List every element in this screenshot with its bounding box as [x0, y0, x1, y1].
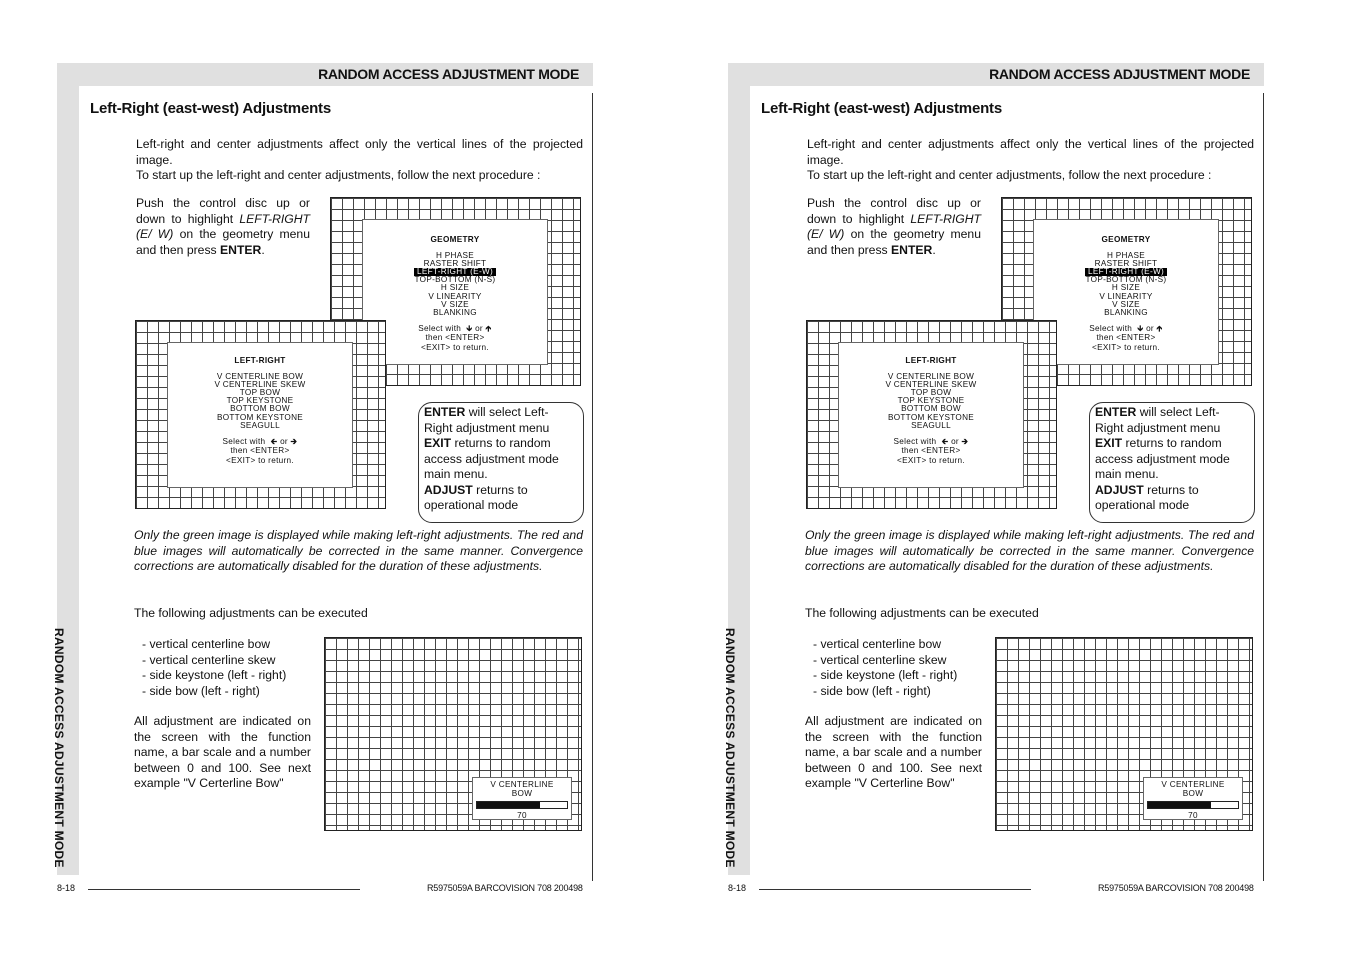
- geometry-menu-item[interactable]: V SIZE: [1112, 299, 1140, 309]
- list-item: - vertical centerline bow: [142, 637, 271, 651]
- or-text: or: [475, 323, 483, 333]
- enter-key-label: ENTER: [1095, 405, 1137, 419]
- enter-key-desc: will select Left-Right adjustment menu: [424, 405, 550, 435]
- adjustment-list: [142, 637, 286, 699]
- list-item: - vertical centerline skew: [813, 652, 947, 667]
- arrow-left-icon: 🡰: [270, 436, 278, 446]
- step-text: .: [261, 242, 265, 257]
- indicated-text: All adjustment are indicated on the screen with the function name, a bar scale and a number between 0 and 100. See next example "V Certerline Bow": [134, 714, 311, 790]
- intro-text: [136, 137, 583, 184]
- geometry-menu-item[interactable]: BLANKING: [433, 307, 477, 317]
- leftright-menu-title: LEFT-RIGHT: [905, 356, 957, 365]
- intro-line-2: To start up the left-right and center adjustments, follow the next procedure :: [136, 168, 541, 182]
- leftright-menu: [838, 342, 1024, 488]
- list-item: - vertical centerline bow: [813, 637, 942, 651]
- leftright-menu-item[interactable]: SEAGULL: [240, 420, 280, 430]
- enter-key-label: ENTER: [424, 405, 466, 419]
- bar-scale: [1147, 801, 1239, 809]
- step-menu-item: LEFT-RIGHT (E/ W): [807, 211, 981, 241]
- exit-key-desc: returns to random access adjustment mode main menu.: [1095, 436, 1230, 481]
- geometry-menu: [362, 219, 548, 365]
- leftright-menu-item[interactable]: TOP BOW: [239, 388, 281, 398]
- intro-line-2: To start up the left-right and center adjustments, follow the next procedure :: [807, 168, 1212, 182]
- leftright-menu-item[interactable]: V CENTERLINE BOW: [887, 372, 975, 382]
- sidebar-title: RANDOM ACCESS ADJUSTMENT MODE: [723, 628, 737, 868]
- arrow-down-icon: 🡳: [466, 323, 473, 333]
- list-item: - side bow (left - right): [142, 683, 260, 698]
- select-with-text: Select with: [893, 436, 937, 446]
- leftright-menu-item[interactable]: TOP BOW: [910, 388, 952, 398]
- page-number: 8-18: [728, 883, 747, 893]
- following-text: The following adjustments can be executed: [805, 606, 1039, 620]
- leftright-menu-item[interactable]: BOTTOM KEYSTONE: [216, 412, 304, 422]
- arrow-down-icon: 🡳: [1137, 323, 1144, 333]
- list-item: - vertical centerline skew: [142, 652, 276, 667]
- page-border-line: [1263, 93, 1264, 881]
- geometry-menu-item[interactable]: V LINEARITY: [1099, 291, 1153, 301]
- geometry-menu-title: GEOMETRY: [430, 235, 480, 244]
- adjust-key-label: ADJUST: [424, 482, 473, 497]
- geometry-menu-item[interactable]: TOP-BOTTOM (N-S): [1085, 275, 1167, 285]
- step-instruction: [807, 196, 981, 258]
- bar-function-name-line2: BOW: [1182, 788, 1204, 798]
- geometry-menu-item[interactable]: V LINEARITY: [428, 291, 482, 301]
- list-item: - side keystone (left - right): [142, 668, 287, 682]
- key-help-callout: [1089, 402, 1255, 523]
- geometry-menu-item[interactable]: H SIZE: [440, 283, 470, 293]
- page-number: 8-18: [57, 883, 76, 893]
- footer-rule: [88, 889, 360, 890]
- bar-scale-fill: [1148, 802, 1211, 808]
- exit-key-label: EXIT: [1095, 436, 1123, 450]
- exit-key-label: EXIT: [424, 436, 452, 450]
- then-enter-text: then <ENTER>: [425, 333, 485, 343]
- step-instruction: [136, 196, 310, 258]
- header-bar: [79, 63, 593, 86]
- step-menu-item: LEFT-RIGHT (E/ W): [136, 211, 310, 241]
- or-text: or: [1146, 323, 1154, 333]
- leftright-menu-item[interactable]: TOP KEYSTONE: [897, 396, 965, 406]
- page-border-line: [592, 93, 593, 881]
- step-key: ENTER: [891, 242, 933, 257]
- document-reference: R5975059A BARCOVISION 708 200498: [1098, 883, 1254, 893]
- step-key: ENTER: [220, 242, 262, 257]
- select-with-text: Select with: [418, 323, 462, 333]
- following-text: The following adjustments can be executed: [134, 606, 368, 620]
- intro-line-1: Left-right and center adjustments affect only the vertical lines of the projected image.: [807, 137, 1254, 167]
- section-heading: Left-Right (east-west) Adjustments: [761, 100, 1002, 117]
- leftright-menu-title: LEFT-RIGHT: [234, 356, 286, 365]
- select-with-text: Select with: [1089, 323, 1133, 333]
- geometry-menu-item[interactable]: TOP-BOTTOM (N-S): [414, 275, 496, 285]
- geometry-menu-item[interactable]: H PHASE: [1106, 251, 1146, 261]
- bar-function-name: V CENTERLINE: [490, 780, 554, 789]
- bar-function-name-line2: BOW: [511, 788, 533, 798]
- leftright-menu-item[interactable]: SEAGULL: [911, 420, 951, 430]
- adjust-key-desc: returns to operational mode: [1095, 482, 1199, 512]
- leftright-menu-item[interactable]: BOTTOM BOW: [901, 404, 961, 414]
- arrow-up-icon: 🡱: [1156, 323, 1163, 333]
- italic-note: Only the green image is displayed while making left-right adjustments. The red and blue images will automatically be corrected in the same manner. Convergence corrections are automatically disabled for the duration of these adjustments.: [134, 528, 583, 573]
- or-text: or: [280, 436, 288, 446]
- geometry-menu-item-selected[interactable]: LEFT-RIGHT (E-W): [414, 268, 496, 276]
- exit-key-desc: returns to random access adjustment mode main menu.: [424, 436, 559, 481]
- arrow-right-icon: 🡲: [961, 436, 969, 446]
- step-text: on the geometry menu and then press: [807, 227, 981, 257]
- leftright-menu-item[interactable]: BOTTOM BOW: [230, 404, 290, 414]
- geometry-menu-item[interactable]: H SIZE: [1111, 283, 1141, 293]
- section-heading: Left-Right (east-west) Adjustments: [90, 100, 331, 117]
- leftright-menu-footer: [168, 437, 352, 466]
- bar-scale-fill: [477, 802, 540, 808]
- bar-function-name: V CENTERLINE: [1161, 780, 1225, 789]
- geometry-menu: [1033, 219, 1219, 365]
- step-text: Push the control disc up or down to highlight: [807, 196, 981, 226]
- exit-return-text: <EXIT> to return.: [1092, 343, 1160, 353]
- exit-return-text: <EXIT> to return.: [421, 343, 489, 353]
- intro-line-1: Left-right and center adjustments affect only the vertical lines of the projected image.: [136, 137, 583, 167]
- manual-page-left: [52, 0, 617, 954]
- bar-value: 70: [517, 811, 527, 820]
- bar-scale-box: [1143, 777, 1243, 820]
- leftright-menu-item[interactable]: BOTTOM KEYSTONE: [887, 412, 975, 422]
- footer-rule: [759, 889, 1031, 890]
- step-text: on the geometry menu and then press: [136, 227, 310, 257]
- leftright-menu: [167, 342, 353, 488]
- arrow-right-icon: 🡲: [290, 436, 298, 446]
- leftright-menu-footer: [839, 437, 1023, 466]
- indicated-text: All adjustment are indicated on the screen with the function name, a bar scale and a number between 0 and 100. See next example "V Certerline Bow": [805, 714, 982, 790]
- bar-scale: [476, 801, 568, 809]
- document-reference: R5975059A BARCOVISION 708 200498: [427, 883, 583, 893]
- list-item: - side bow (left - right): [813, 683, 931, 698]
- header-bar: [750, 63, 1264, 86]
- leftright-menu-item[interactable]: V CENTERLINE SKEW: [214, 380, 306, 390]
- geometry-menu-item-selected[interactable]: LEFT-RIGHT (E-W): [1085, 268, 1167, 276]
- bar-value: 70: [1188, 811, 1198, 820]
- step-text: .: [932, 242, 936, 257]
- header-title: RANDOM ACCESS ADJUSTMENT MODE: [318, 66, 579, 82]
- step-text: Push the control disc up or down to highlight: [136, 196, 310, 226]
- list-item: - side keystone (left - right): [813, 668, 958, 682]
- arrow-up-icon: 🡱: [485, 323, 492, 333]
- arrow-left-icon: 🡰: [941, 436, 949, 446]
- geometry-menu-title: GEOMETRY: [1101, 235, 1151, 244]
- enter-key-desc: will select Left-Right adjustment menu: [1095, 405, 1221, 435]
- exit-return-text: <EXIT> to return.: [226, 455, 294, 465]
- manual-page-right: [723, 0, 1288, 954]
- geometry-menu-item[interactable]: H PHASE: [435, 251, 475, 261]
- intro-text: [807, 137, 1254, 184]
- leftright-menu-item[interactable]: TOP KEYSTONE: [226, 396, 294, 406]
- geometry-menu-item[interactable]: RASTER SHIFT: [423, 259, 487, 269]
- geometry-menu-item[interactable]: V SIZE: [441, 299, 469, 309]
- geometry-menu-footer: [1034, 324, 1218, 353]
- then-enter-text: then <ENTER>: [1096, 333, 1156, 343]
- adjustment-list: [813, 637, 957, 699]
- adjust-key-label: ADJUST: [1095, 482, 1144, 497]
- header-title: RANDOM ACCESS ADJUSTMENT MODE: [989, 66, 1250, 82]
- leftright-menu-item[interactable]: V CENTERLINE SKEW: [885, 380, 977, 390]
- italic-note: Only the green image is displayed while making left-right adjustments. The red and blue images will automatically be corrected in the same manner. Convergence corrections are automatically disabled for the duration of these adjustments.: [805, 528, 1254, 573]
- select-with-text: Select with: [222, 436, 266, 446]
- sidebar-title: RANDOM ACCESS ADJUSTMENT MODE: [52, 628, 66, 868]
- key-help-callout: [418, 402, 584, 523]
- adjust-key-desc: returns to operational mode: [424, 482, 528, 512]
- exit-return-text: <EXIT> to return.: [897, 455, 965, 465]
- geometry-menu-item[interactable]: BLANKING: [1104, 307, 1148, 317]
- geometry-menu-footer: [363, 324, 547, 353]
- then-enter-text: then <ENTER>: [901, 446, 961, 456]
- leftright-menu-item[interactable]: V CENTERLINE BOW: [216, 372, 304, 382]
- or-text: or: [951, 436, 959, 446]
- bar-scale-box: [472, 777, 572, 820]
- then-enter-text: then <ENTER>: [230, 446, 290, 456]
- geometry-menu-item[interactable]: RASTER SHIFT: [1094, 259, 1158, 269]
